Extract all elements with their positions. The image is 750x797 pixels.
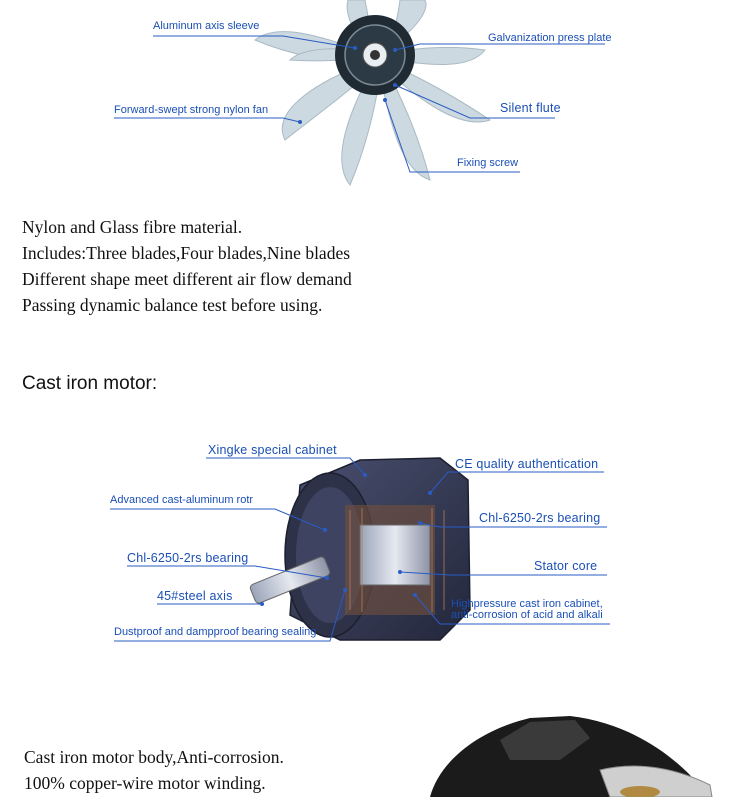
label-steel-axis: 45#steel axis bbox=[157, 589, 233, 603]
motor-description-line-2: 100% copper-wire motor winding. bbox=[24, 773, 266, 793]
fan-description-line-3: Different shape meet different air flow demand bbox=[22, 269, 352, 289]
label-bearing-sealing: Dustproof and dampproof bearing sealing bbox=[114, 626, 317, 638]
label-ce-authentication: CE quality authentication bbox=[455, 457, 599, 471]
label-bearing-right: Chl-6250-2rs bearing bbox=[479, 511, 601, 525]
label-forward-swept-fan: Forward-swept strong nylon fan bbox=[114, 104, 269, 116]
label-silent-flute: Silent flute bbox=[500, 101, 561, 115]
motor-photo-body bbox=[430, 716, 712, 797]
label-cast-iron-cabinet-line-2: anti-corrosion of acid and alkali bbox=[451, 609, 603, 621]
label-special-cabinet: Xingke special cabinet bbox=[208, 443, 337, 457]
fan-description-line-1: Nylon and Glass fibre material. bbox=[22, 217, 243, 237]
label-cast-aluminum-rotor: Advanced cast-aluminum rotr bbox=[110, 494, 254, 506]
label-aluminum-axis-sleeve: Aluminum axis sleeve bbox=[153, 20, 260, 32]
fan-description-line-4: Passing dynamic balance test before using. bbox=[22, 295, 323, 315]
label-fixing-screw: Fixing screw bbox=[457, 157, 519, 169]
motor-section-heading: Cast iron motor: bbox=[22, 373, 158, 394]
motor-description-line-1: Cast iron motor body,Anti-corrosion. bbox=[24, 747, 284, 767]
label-galvanization-press-plate: Galvanization press plate bbox=[488, 32, 612, 44]
label-cast-iron-cabinet-line-1: Highpressure cast iron cabinet, bbox=[451, 598, 603, 610]
fan-description-line-2: Includes:Three blades,Four blades,Nine blades bbox=[22, 243, 351, 263]
label-stator-core: Stator core bbox=[534, 559, 598, 573]
label-bearing-left: Chl-6250-2rs bearing bbox=[127, 551, 249, 565]
